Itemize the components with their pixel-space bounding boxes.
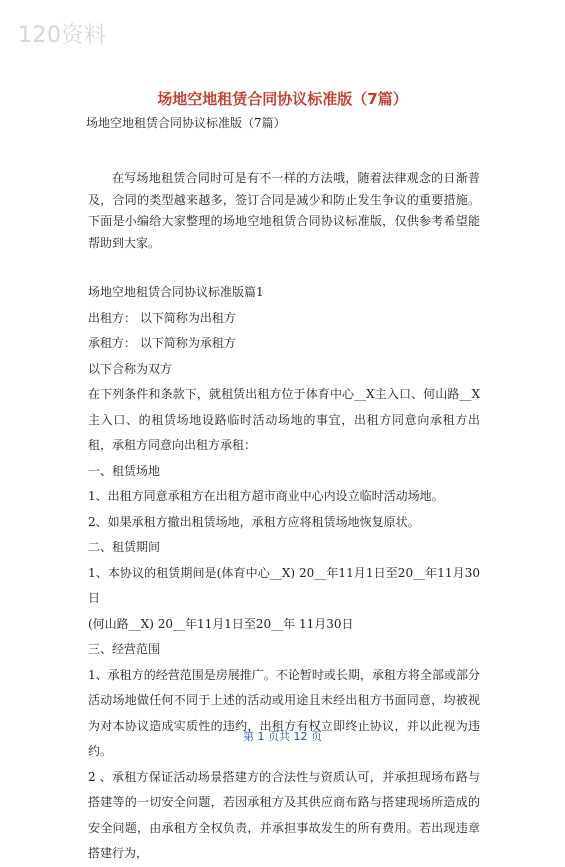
lessee-line: 承租方： 以下简称为承租方 <box>88 336 236 350</box>
clause-heading-lease-site: 一、租赁场地 <box>88 463 161 478</box>
clause-heading-business-scope: 三、经营范围 <box>88 642 161 656</box>
parties-line: 以下合称为双方 <box>88 361 173 376</box>
section-heading-part1: 场地空地租赁合同协议标准版篇1 <box>88 285 264 299</box>
preamble-paragraph: 在下列条件和条款下，就租赁出租方位于体育中心__X主入口、何山路__X主入口、的租赁场地设路临时活动场地的事宜，出租方同意向承租方出租，承租方同意向出租方承租： <box>88 387 480 452</box>
clause-item: 2 、承租方保证活动场景搭建方的合法性与资质认可，并承担现场布路与搭建等的一切安全问题，若因承租方及其供应商布路与搭建现场所造成的安全问题，由承租方全权负责，并承担事故发生的所有费用。若出现违章搭建行为， <box>88 769 480 860</box>
watermark-logo: 120资料 <box>18 23 107 48</box>
intro-paragraph: 在写场地租赁合同时可是有不一样的方法哦，随着法律观念的日渐普及，合同的类型越来越多，签订合同是减少和防止发生争议的重要措施。下面是小编给大家整理的场地空地租赁合同协议标准版，仅供参考希望能帮助到大家。 <box>88 171 480 250</box>
clause-item: 1、承租方的经营范围是房展推广。不论暂时或长期，承租方将全部或部分活动场地做任何不同于上述的活动或用途且未经出租方书面同意，均被视为对本协议造成实质性的违约，出租方有权立即终止协议，并以此视为违约。 <box>88 667 480 758</box>
clause-heading-lease-period: 二、租赁期间 <box>88 540 161 554</box>
clause-item: 1、本协议的租赁期间是(体育中心__X) 20__年11月1日至20__年11月30日 <box>88 565 480 605</box>
clause-item: 2、如果承租方撤出租赁场地，承租方应将租赁场地恢复原状。 <box>88 514 420 529</box>
document-body <box>88 112 480 867</box>
document-subtitle: 场地空地租赁合同协议标准版（7篇） <box>86 116 286 130</box>
page-title: 场地空地租赁合同协议标准版（7篇） <box>157 90 408 108</box>
lessor-line: 出租方： 以下简称为出租方 <box>88 310 236 325</box>
clause-item: (何山路__X) 20__年11月1日至20__年 11月30日 <box>88 616 354 631</box>
page-number-footer: 第 1 页共 12 页 <box>243 730 322 743</box>
clause-item: 1、出租方同意承租方在出租方超市商业中心内设立临时活动场地。 <box>88 489 444 503</box>
